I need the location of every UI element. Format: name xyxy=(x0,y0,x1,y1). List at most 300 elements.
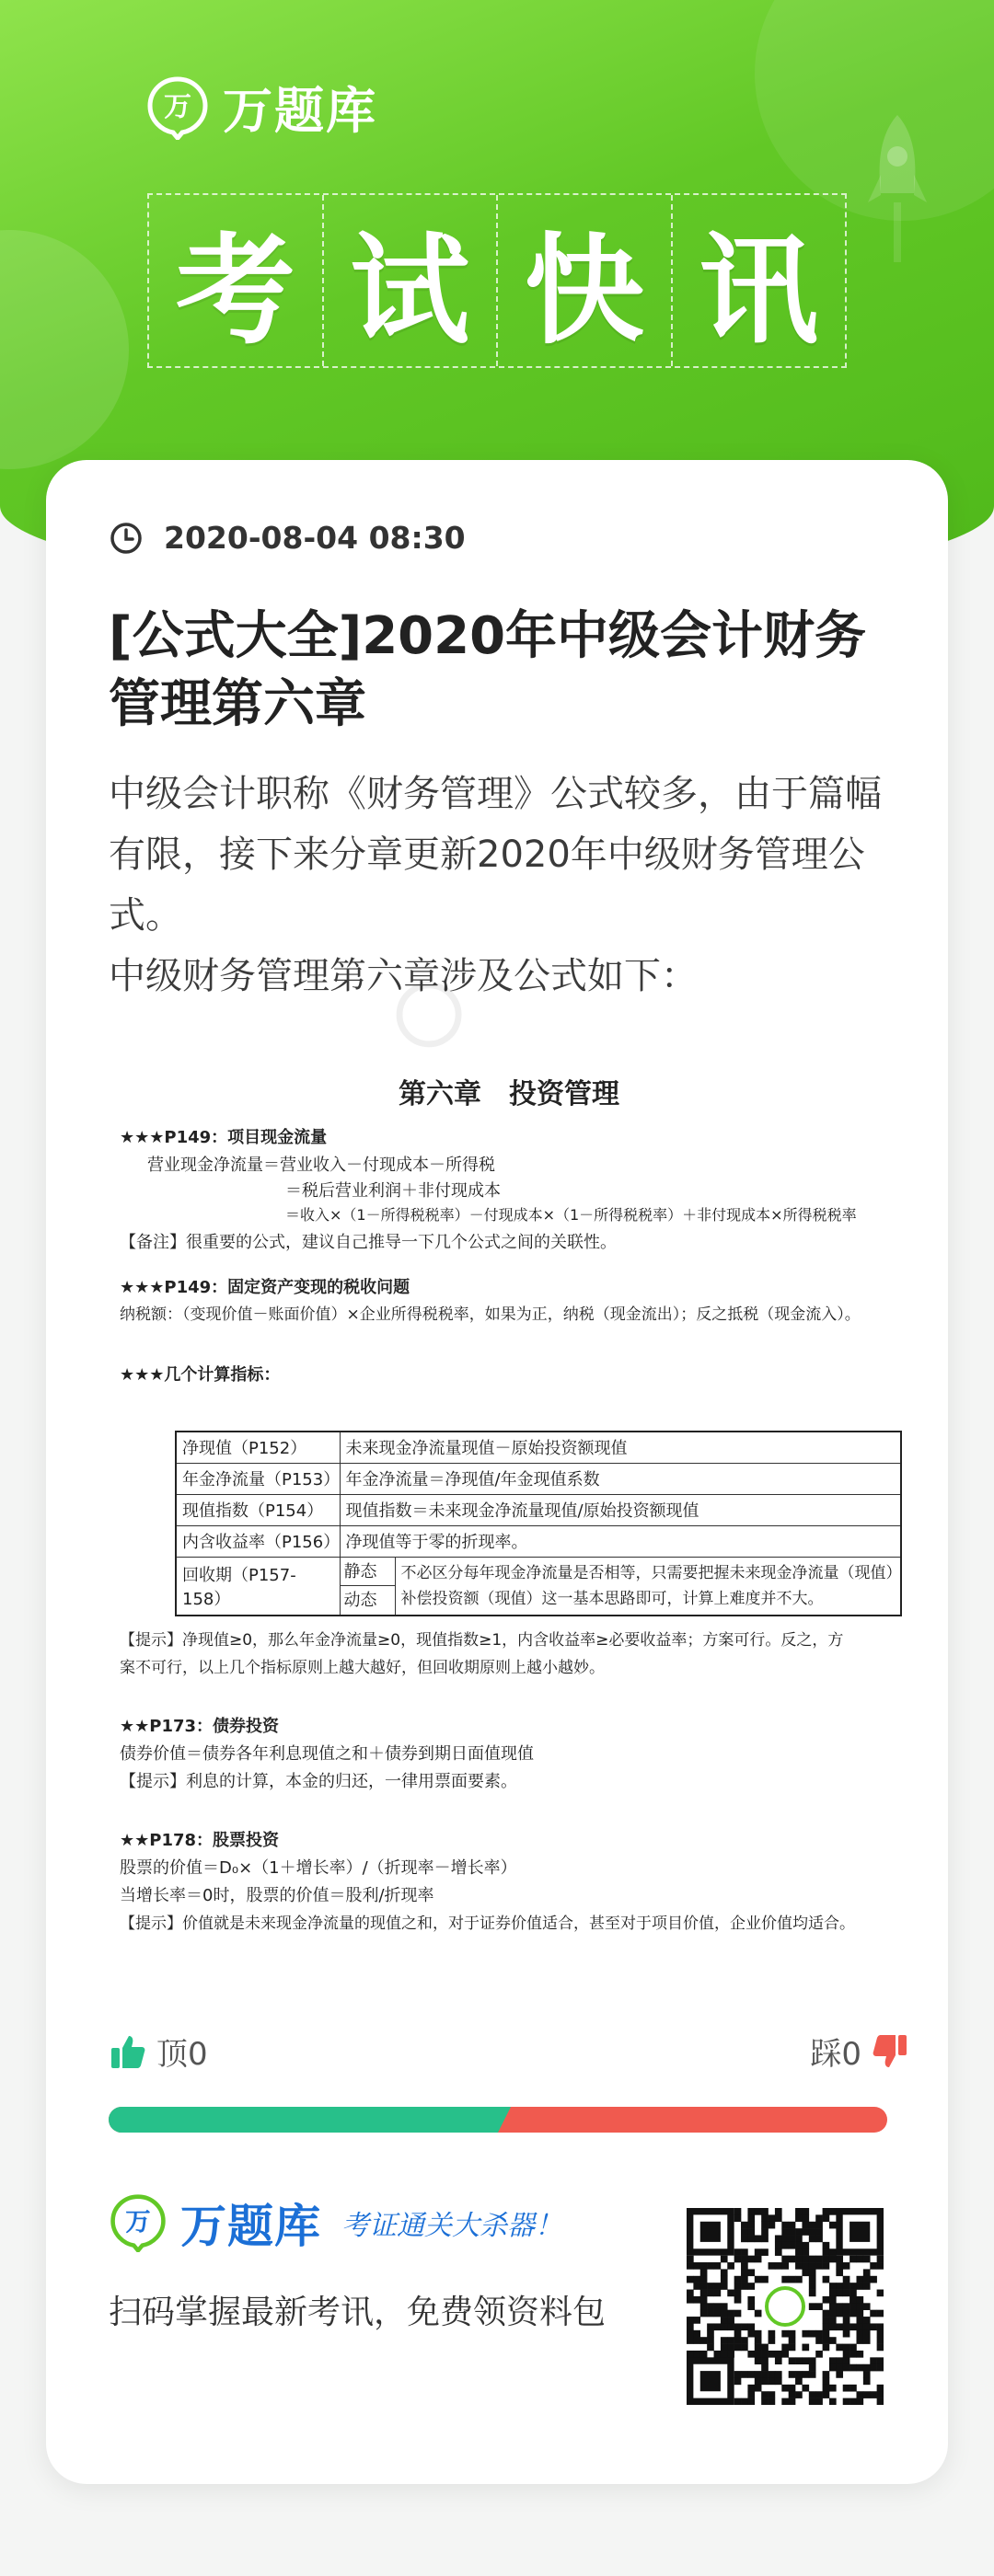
downvote-button[interactable] xyxy=(810,2029,909,2074)
qr-module xyxy=(741,2276,748,2283)
qr-module xyxy=(877,2262,884,2270)
qr-module xyxy=(734,2371,742,2378)
qr-module xyxy=(775,2236,782,2243)
qr-module xyxy=(877,2364,884,2372)
qr-module xyxy=(747,2391,755,2398)
vote-ratio-bar xyxy=(109,2107,887,2133)
qr-module xyxy=(863,2377,871,2385)
decor-bubble xyxy=(0,230,129,469)
qr-module xyxy=(727,2344,734,2352)
qr-module xyxy=(727,2351,734,2358)
qr-module xyxy=(850,2290,857,2297)
qr-module xyxy=(795,2391,803,2398)
qr-module xyxy=(789,2357,796,2364)
qr-module xyxy=(761,2222,769,2229)
qr-module xyxy=(700,2276,708,2283)
qr-module xyxy=(823,2344,830,2352)
qr-module xyxy=(734,2323,742,2330)
qr-module xyxy=(815,2262,823,2270)
qr-module xyxy=(802,2222,809,2229)
qr-module xyxy=(789,2398,796,2405)
qr-module xyxy=(823,2371,830,2378)
qr-module xyxy=(741,2371,748,2378)
table-cell: 现值指数＝未来现金净流量现值/原始投资额现值 xyxy=(340,1494,901,1525)
qr-module xyxy=(734,2256,742,2263)
qr-module xyxy=(815,2303,823,2310)
qr-module xyxy=(870,2391,877,2398)
qr-module xyxy=(761,2236,769,2243)
qr-module xyxy=(727,2290,734,2297)
table-cell: 年金净流量（P153） xyxy=(176,1463,340,1494)
doc-line: ★★★几个计算指标： xyxy=(120,1365,281,1385)
qr-module xyxy=(850,2323,857,2330)
qr-module xyxy=(734,2290,742,2297)
doc-line: 债券价值＝债券各年利息现值之和＋债券到期日面值现值 xyxy=(120,1744,534,1764)
qr-module xyxy=(815,2391,823,2398)
qr-module xyxy=(761,2214,769,2222)
qr-module xyxy=(755,2337,762,2344)
qr-module xyxy=(823,2323,830,2330)
qr-module xyxy=(747,2385,755,2392)
qr-module xyxy=(843,2357,850,2364)
qr-module xyxy=(802,2242,809,2249)
qr-module xyxy=(809,2228,816,2236)
qr-module xyxy=(863,2276,871,2283)
qr-module xyxy=(755,2357,762,2364)
qr-module xyxy=(829,2398,837,2405)
qr-module xyxy=(850,2344,857,2352)
qr-module xyxy=(863,2337,871,2344)
qr-module xyxy=(863,2317,871,2324)
qr-module xyxy=(687,2296,694,2304)
qr-module xyxy=(863,2303,871,2310)
qr-module xyxy=(877,2344,884,2352)
qr-module xyxy=(863,2323,871,2330)
doc-line: 案不可行，以上几个指标原则上越大越好，但回收期原则上越小越妙。 xyxy=(120,1659,605,1677)
qr-module xyxy=(802,2256,809,2263)
qr-module xyxy=(781,2344,789,2352)
banner-title-char: 考 xyxy=(149,195,324,366)
brand-name: 万题库 xyxy=(223,82,377,140)
doc-line: ＝收入×（1－所得税税率）－付现成本×（1－所得税税率）＋非付现成本×所得税税率 xyxy=(285,1206,857,1224)
banner-title-char: 快 xyxy=(498,195,673,366)
qr-module xyxy=(836,2269,843,2276)
qr-module xyxy=(789,2337,796,2344)
qr-module xyxy=(856,2310,863,2317)
qr-module xyxy=(700,2290,708,2297)
qr-module xyxy=(795,2248,803,2256)
qr-module xyxy=(734,2344,742,2352)
qr-module xyxy=(829,2222,837,2229)
qr-module xyxy=(693,2276,700,2283)
qr-module xyxy=(836,2283,843,2290)
thumbs-up-icon xyxy=(109,2032,147,2071)
vote-up-fill xyxy=(109,2107,498,2133)
qr-module xyxy=(781,2256,789,2263)
qr-module xyxy=(809,2236,816,2243)
qr-module xyxy=(687,2323,694,2330)
qr-module xyxy=(836,2303,843,2310)
qr-module xyxy=(727,2317,734,2324)
qr-module xyxy=(769,2330,776,2338)
qr-module xyxy=(789,2256,796,2263)
table-cell: 净现值（P152） xyxy=(176,1432,340,1463)
qr-module xyxy=(829,2283,837,2290)
qr-module xyxy=(870,2323,877,2330)
qr-module xyxy=(829,2310,837,2317)
qr-module xyxy=(727,2337,734,2344)
brand-logo-icon xyxy=(109,2193,168,2252)
qr-module xyxy=(856,2276,863,2283)
doc-line: ★★★P149：项目现金流量 xyxy=(120,1128,328,1147)
qr-module xyxy=(755,2330,762,2338)
qr-module xyxy=(850,2303,857,2310)
qr-module xyxy=(823,2317,830,2324)
qr-module xyxy=(829,2290,837,2297)
upvote-count: 顶0 xyxy=(156,2036,208,2073)
qr-module xyxy=(721,2256,728,2263)
qr-module xyxy=(795,2208,803,2215)
qr-module xyxy=(741,2256,748,2263)
thumbs-down-icon xyxy=(871,2032,909,2071)
qr-module xyxy=(775,2357,782,2364)
qr-module xyxy=(843,2262,850,2270)
qr-module xyxy=(714,2310,722,2317)
qr-module xyxy=(829,2323,837,2330)
qr-module xyxy=(761,2391,769,2398)
qr-module xyxy=(687,2337,694,2344)
qr-module xyxy=(809,2330,816,2338)
qr-module xyxy=(809,2391,816,2398)
qr-module xyxy=(747,2398,755,2405)
qr-module xyxy=(693,2330,700,2338)
qr-module xyxy=(747,2330,755,2338)
qr-module xyxy=(836,2290,843,2297)
qr-module xyxy=(693,2351,700,2358)
doc-line: 纳税额：（变现价值－账面价值）×企业所得税税率，如果为正，纳税（现金流出）；反之抵税（现金流入）。 xyxy=(120,1305,861,1324)
qr-module xyxy=(795,2236,803,2243)
qr-module xyxy=(761,2228,769,2236)
qr-module xyxy=(747,2269,755,2276)
qr-module xyxy=(789,2391,796,2398)
doc-line: ★★★P149：固定资产变现的税收问题 xyxy=(120,1278,410,1297)
qr-module xyxy=(850,2385,857,2392)
qr-module xyxy=(741,2337,748,2344)
qr-module xyxy=(687,2262,694,2270)
qr-module xyxy=(687,2351,694,2358)
qr-module xyxy=(877,2385,884,2392)
qr-module xyxy=(802,2344,809,2352)
qr-module xyxy=(795,2228,803,2236)
qr-module xyxy=(721,2344,728,2352)
qr-module xyxy=(721,2323,728,2330)
qr-module xyxy=(823,2248,830,2256)
qr-module xyxy=(823,2262,830,2270)
qr-module xyxy=(734,2377,742,2385)
qr-module xyxy=(707,2337,714,2344)
qr-logo-icon xyxy=(767,2288,803,2325)
qr-module xyxy=(721,2269,728,2276)
qr-module xyxy=(781,2276,789,2283)
qr-module xyxy=(795,2357,803,2364)
qr-module xyxy=(755,2276,762,2283)
qr-module xyxy=(721,2310,728,2317)
footer-brand-name: 万题库 xyxy=(180,2200,321,2253)
qr-module xyxy=(850,2364,857,2372)
qr-module xyxy=(836,2357,843,2364)
qr-module xyxy=(700,2310,708,2317)
doc-line: 【提示】价值就是未来现金净流量的现值之和，对于证券价值适合，甚至对于项目价值，企业价值均适合。 xyxy=(120,1915,855,1933)
qr-module xyxy=(775,2248,782,2256)
qr-module xyxy=(809,2276,816,2283)
qr-module xyxy=(836,2364,843,2372)
qr-module xyxy=(747,2351,755,2358)
qr-module xyxy=(877,2290,884,2297)
qr-module xyxy=(741,2248,748,2256)
formula-document-image xyxy=(109,1049,909,1978)
qr-module xyxy=(761,2276,769,2283)
qr-module xyxy=(789,2242,796,2249)
qr-module xyxy=(741,2344,748,2352)
qr-module xyxy=(809,2303,816,2310)
qr-module xyxy=(734,2248,742,2256)
qr-module xyxy=(687,2256,694,2263)
table-cell xyxy=(340,1557,395,1616)
doc-line: ★★P173：债券投资 xyxy=(120,1717,280,1736)
qr-module xyxy=(815,2236,823,2243)
qr-module xyxy=(809,2290,816,2297)
qr-module xyxy=(815,2330,823,2338)
qr-module xyxy=(802,2269,809,2276)
table-cell: 未来现金净流量现值－原始投资额现值 xyxy=(340,1432,901,1463)
footer-brand xyxy=(109,2190,562,2256)
qr-module xyxy=(856,2283,863,2290)
qr-module xyxy=(755,2208,762,2215)
table-subcell: 静态 xyxy=(341,1558,395,1586)
doc-line: 【提示】利息的计算，本金的归还，一律用票面要素。 xyxy=(120,1772,517,1791)
qr-module xyxy=(781,2330,789,2338)
qr-module xyxy=(714,2351,722,2358)
qr-module xyxy=(836,2256,843,2263)
qr-module xyxy=(769,2377,776,2385)
qr-module xyxy=(850,2351,857,2358)
qr-module xyxy=(761,2371,769,2378)
qr-module xyxy=(761,2351,769,2358)
qr-module xyxy=(693,2262,700,2270)
qr-module xyxy=(863,2269,871,2276)
qr-module xyxy=(863,2256,871,2263)
qr-module xyxy=(863,2283,871,2290)
qr-module xyxy=(802,2214,809,2222)
qr-module xyxy=(809,2256,816,2263)
qr-module xyxy=(734,2310,742,2317)
qr-module xyxy=(721,2276,728,2283)
qr-module xyxy=(789,2276,796,2283)
qr-module xyxy=(836,2310,843,2317)
qr-module xyxy=(856,2296,863,2304)
qr-module xyxy=(815,2256,823,2263)
upvote-button[interactable] xyxy=(109,2029,208,2074)
qr-module xyxy=(721,2283,728,2290)
qr-module xyxy=(741,2323,748,2330)
doc-title: 第六章 投资管理 xyxy=(399,1078,619,1110)
qr-module xyxy=(809,2269,816,2276)
qr-module xyxy=(829,2256,837,2263)
qr-module xyxy=(755,2236,762,2243)
qr-module xyxy=(823,2337,830,2344)
qr-module xyxy=(829,2337,837,2344)
doc-line: 营业现金净流量＝营业收入－付现成本－所得税 xyxy=(147,1156,495,1175)
qr-module xyxy=(870,2364,877,2372)
qr-module xyxy=(802,2208,809,2215)
qr-module xyxy=(823,2214,830,2222)
qr-module xyxy=(836,2371,843,2378)
qr-module xyxy=(769,2222,776,2229)
doc-line: 【备注】很重要的公式，建议自己推导一下几个公式之间的关联性。 xyxy=(120,1233,617,1252)
doc-line: ＝税后营业利润＋非付现成本 xyxy=(285,1181,501,1201)
qr-module xyxy=(870,2310,877,2317)
qr-module xyxy=(781,2351,789,2358)
qr-module xyxy=(856,2398,863,2405)
qr-module xyxy=(775,2377,782,2385)
qr-module xyxy=(714,2290,722,2297)
qr-module xyxy=(809,2283,816,2290)
qr-module xyxy=(795,2262,803,2270)
qr-module xyxy=(707,2290,714,2297)
qr-module xyxy=(687,2330,694,2338)
qr-module xyxy=(721,2317,728,2324)
qr-module xyxy=(747,2214,755,2222)
qr-module xyxy=(856,2323,863,2330)
qr-module xyxy=(693,2337,700,2344)
qr-module xyxy=(747,2283,755,2290)
qr-module xyxy=(829,2385,837,2392)
table-subcell: 动态 xyxy=(343,1590,377,1610)
qr-module xyxy=(843,2344,850,2352)
brand-logo xyxy=(145,72,377,143)
qr-module xyxy=(700,2303,708,2310)
qr-module xyxy=(829,2208,837,2215)
qr-module xyxy=(769,2351,776,2358)
qr-module xyxy=(809,2262,816,2270)
qr-module xyxy=(734,2398,742,2405)
qr-module xyxy=(795,2377,803,2385)
qr-module xyxy=(802,2330,809,2338)
qr-module xyxy=(747,2222,755,2229)
qr-module xyxy=(823,2391,830,2398)
qr-module xyxy=(775,2351,782,2358)
qr-module xyxy=(687,2290,694,2297)
qr-module xyxy=(734,2296,742,2304)
qr-module xyxy=(781,2228,789,2236)
qr-module xyxy=(809,2398,816,2405)
table-cell: 现值指数（P154） xyxy=(176,1494,340,1525)
qr-module xyxy=(829,2317,837,2324)
qr-module xyxy=(870,2276,877,2283)
qr-module xyxy=(856,2256,863,2263)
qr-module xyxy=(856,2391,863,2398)
qr-module xyxy=(802,2228,809,2236)
qr-module xyxy=(755,2310,762,2317)
qr-module xyxy=(755,2248,762,2256)
qr-module xyxy=(769,2391,776,2398)
qr-code[interactable] xyxy=(687,2208,884,2405)
qr-module xyxy=(775,2371,782,2378)
qr-module xyxy=(877,2330,884,2338)
qr-module xyxy=(823,2296,830,2304)
qr-module xyxy=(789,2344,796,2352)
publish-date xyxy=(109,520,466,556)
svg-text:万: 万 xyxy=(125,2208,151,2237)
qr-module xyxy=(829,2364,837,2372)
qr-module xyxy=(741,2262,748,2270)
banner-title-char: 讯 xyxy=(699,219,819,361)
qr-module xyxy=(815,2337,823,2344)
qr-module xyxy=(843,2303,850,2310)
qr-module xyxy=(877,2337,884,2344)
qr-module xyxy=(769,2214,776,2222)
qr-module xyxy=(741,2228,748,2236)
article-paragraph: 中级会计职称《财务管理》公式较多，由于篇幅有限，接下来分章更新2020年中级财务管理公式。 xyxy=(109,773,882,937)
qr-module xyxy=(747,2323,755,2330)
svg-text:万: 万 xyxy=(164,90,191,123)
qr-module xyxy=(707,2303,714,2310)
qr-module xyxy=(843,2351,850,2358)
qr-module xyxy=(809,2371,816,2378)
qr-module xyxy=(755,2385,762,2392)
qr-module xyxy=(877,2256,884,2263)
qr-module xyxy=(707,2344,714,2352)
qr-module xyxy=(843,2398,850,2405)
qr-module xyxy=(856,2364,863,2372)
qr-module xyxy=(823,2310,830,2317)
doc-line: 【提示】净现值≥0，那么年金净流量≥0，现值指数≥1，内含收益率≥必要收益率；方案可行。反之，方 xyxy=(120,1631,844,1650)
qr-module xyxy=(755,2371,762,2378)
qr-module xyxy=(747,2236,755,2243)
doc-line: 股票的价值＝D₀×（1＋增长率）/（折现率－增长率） xyxy=(120,1858,517,1878)
qr-module xyxy=(789,2371,796,2378)
qr-module xyxy=(734,2283,742,2290)
qr-module xyxy=(781,2262,789,2270)
qr-module xyxy=(877,2391,884,2398)
qr-module xyxy=(809,2364,816,2372)
qr-module xyxy=(741,2269,748,2276)
qr-module xyxy=(843,2385,850,2392)
qr-module xyxy=(843,2323,850,2330)
qr-module xyxy=(755,2377,762,2385)
qr-module xyxy=(741,2236,748,2243)
qr-module xyxy=(802,2385,809,2392)
qr-module xyxy=(789,2330,796,2338)
qr-module xyxy=(863,2364,871,2372)
qr-module xyxy=(863,2391,871,2398)
qr-module xyxy=(727,2323,734,2330)
article-title: [公式大全]2020年中级会计财务管理第六章 xyxy=(109,606,867,734)
downvote-count: 踩0 xyxy=(810,2036,861,2073)
qr-module xyxy=(843,2330,850,2338)
qr-module xyxy=(761,2248,769,2256)
qr-module xyxy=(693,2317,700,2324)
brand-logo-icon xyxy=(145,75,210,140)
footer-slogan: 考证通关大杀器！ xyxy=(341,2210,562,2242)
qr-module xyxy=(809,2222,816,2229)
qr-module xyxy=(700,2262,708,2270)
vote-row xyxy=(109,2029,909,2075)
qr-finder xyxy=(850,2222,870,2242)
qr-module xyxy=(870,2357,877,2364)
qr-module xyxy=(856,2317,863,2324)
qr-module xyxy=(727,2310,734,2317)
